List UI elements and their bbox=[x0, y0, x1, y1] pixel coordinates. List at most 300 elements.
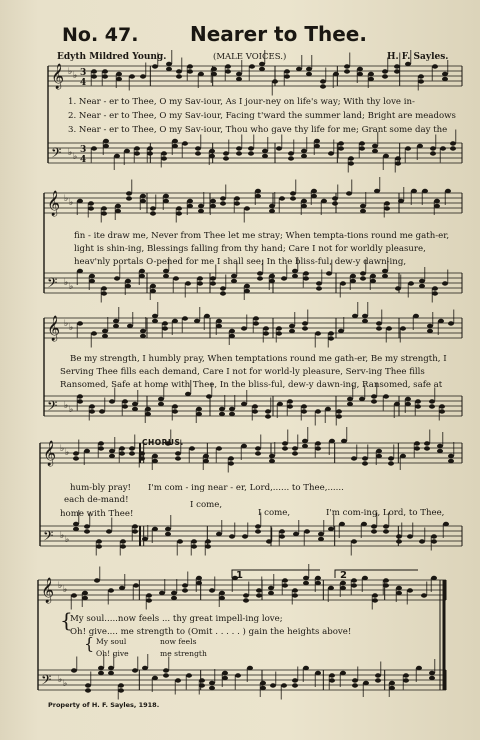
note-head bbox=[231, 279, 237, 283]
flat-sign: ♭ bbox=[73, 152, 78, 162]
note-head bbox=[311, 189, 317, 193]
note-head bbox=[287, 404, 293, 408]
note-head bbox=[269, 209, 275, 213]
note-head bbox=[209, 681, 215, 685]
note-head bbox=[162, 326, 168, 330]
note-head bbox=[370, 274, 376, 278]
note-head bbox=[372, 144, 378, 148]
note-head bbox=[257, 276, 263, 280]
note-head bbox=[277, 402, 283, 406]
flat-sign: ♭ bbox=[68, 148, 73, 158]
note-head bbox=[252, 404, 258, 408]
note-head bbox=[363, 681, 369, 685]
note-head bbox=[182, 588, 188, 592]
note-head bbox=[418, 79, 424, 83]
note-head bbox=[194, 319, 200, 323]
note-head bbox=[429, 404, 435, 408]
note-head bbox=[336, 409, 342, 413]
note-head bbox=[142, 537, 148, 541]
note-head bbox=[301, 149, 307, 153]
note-head bbox=[288, 151, 294, 155]
note-head bbox=[253, 316, 259, 320]
note-head bbox=[161, 156, 167, 160]
note-head bbox=[165, 527, 171, 531]
note-head bbox=[361, 522, 367, 526]
lyric-line: Be my strength, I humbly pray, When temptations round me gath-er, Be my strength, I bbox=[70, 354, 447, 364]
note-head bbox=[292, 446, 298, 450]
note-head bbox=[279, 529, 285, 533]
lyric-line: now feels bbox=[160, 637, 197, 646]
note-head bbox=[371, 394, 377, 398]
note-head bbox=[394, 69, 400, 73]
note-head bbox=[383, 578, 389, 582]
note-head bbox=[371, 524, 377, 528]
note-head bbox=[315, 331, 321, 335]
note-head bbox=[119, 586, 125, 590]
note-head bbox=[182, 141, 188, 145]
note-head bbox=[172, 144, 178, 148]
note-head bbox=[145, 412, 151, 416]
note-head bbox=[116, 72, 122, 76]
note-head bbox=[314, 144, 320, 148]
note-head bbox=[234, 196, 240, 200]
note-head bbox=[360, 271, 366, 275]
note-head bbox=[85, 688, 91, 692]
note-head bbox=[132, 524, 138, 528]
note-head bbox=[198, 209, 204, 213]
note-head bbox=[176, 206, 182, 210]
note-head bbox=[292, 593, 298, 597]
flat-sign: ♭ bbox=[64, 319, 69, 329]
note-head bbox=[448, 454, 454, 458]
note-head bbox=[229, 534, 235, 538]
note-head bbox=[268, 586, 274, 590]
note-head bbox=[347, 402, 353, 406]
note-head bbox=[150, 211, 156, 215]
note-head bbox=[290, 196, 296, 200]
note-head bbox=[210, 199, 216, 203]
note-head bbox=[203, 459, 209, 463]
volta-number: 2 bbox=[340, 570, 347, 581]
note-head bbox=[219, 407, 225, 411]
note-head bbox=[216, 446, 222, 450]
flat-sign: ♭ bbox=[65, 448, 70, 458]
note-head bbox=[71, 593, 77, 597]
note-head bbox=[116, 77, 122, 81]
note-head bbox=[325, 407, 331, 411]
note-head bbox=[405, 62, 411, 66]
note-head bbox=[216, 532, 222, 536]
note-head bbox=[114, 154, 120, 158]
note-head bbox=[414, 446, 420, 450]
note-head bbox=[152, 676, 158, 680]
note-head bbox=[328, 331, 334, 335]
note-head bbox=[256, 593, 262, 597]
note-head bbox=[139, 274, 145, 278]
lyric-line: heav'nly portals O-pened for me I shall see; In the bliss-ful, dew-y dawn-ing, bbox=[74, 257, 407, 267]
hymn-composer: H. F. Sayles. bbox=[387, 52, 449, 62]
note-head bbox=[125, 279, 131, 283]
note-head bbox=[427, 324, 433, 328]
note-head bbox=[203, 454, 209, 458]
note-head bbox=[259, 62, 265, 66]
chorus-label: CHORUS. bbox=[142, 438, 184, 447]
lyric-line: hum-bly pray! bbox=[70, 483, 131, 493]
note-head bbox=[162, 321, 168, 325]
note-head bbox=[262, 154, 268, 158]
time-signature-bottom: 4 bbox=[80, 155, 87, 165]
note-head bbox=[389, 686, 395, 690]
note-head bbox=[152, 314, 158, 318]
note-head bbox=[351, 583, 357, 587]
note-head bbox=[431, 576, 437, 580]
note-head bbox=[339, 522, 345, 526]
note-head bbox=[269, 204, 275, 208]
note-head bbox=[372, 598, 378, 602]
note-head bbox=[303, 271, 309, 275]
note-head bbox=[318, 532, 324, 536]
note-head bbox=[140, 74, 146, 78]
note-head bbox=[419, 279, 425, 283]
note-head bbox=[140, 199, 146, 203]
note-head bbox=[220, 201, 226, 205]
note-head bbox=[82, 591, 88, 595]
note-head bbox=[383, 524, 389, 528]
note-head bbox=[172, 139, 178, 143]
note-head bbox=[102, 74, 108, 78]
note-head bbox=[383, 154, 389, 158]
note-head bbox=[419, 539, 425, 543]
note-head bbox=[89, 404, 95, 408]
note-head bbox=[166, 62, 172, 66]
copyright-footer: Property of H. F. Sayles, 1918. bbox=[48, 701, 160, 709]
note-head bbox=[415, 404, 421, 408]
note-head bbox=[124, 149, 130, 153]
note-head bbox=[359, 141, 365, 145]
bass-clef: 𝄢 bbox=[41, 672, 52, 691]
note-head bbox=[434, 204, 440, 208]
note-head bbox=[411, 189, 417, 193]
note-head bbox=[152, 64, 158, 68]
note-head bbox=[338, 146, 344, 150]
note-head bbox=[306, 72, 312, 76]
note-head bbox=[332, 196, 338, 200]
note-head bbox=[248, 151, 254, 155]
note-head bbox=[98, 441, 104, 445]
note-head bbox=[142, 666, 148, 670]
note-head bbox=[243, 598, 249, 602]
note-head bbox=[352, 314, 358, 318]
note-head bbox=[279, 196, 285, 200]
note-head bbox=[382, 274, 388, 278]
note-head bbox=[257, 271, 263, 275]
flat-sign: ♭ bbox=[64, 401, 69, 411]
note-head bbox=[133, 583, 139, 587]
note-head bbox=[368, 72, 374, 76]
note-head bbox=[315, 446, 321, 450]
flat-sign: ♭ bbox=[65, 535, 70, 545]
note-head bbox=[437, 449, 443, 453]
note-head bbox=[219, 591, 225, 595]
note-head bbox=[139, 269, 145, 273]
note-head bbox=[146, 593, 152, 597]
flat-sign: ♭ bbox=[64, 194, 69, 204]
note-head bbox=[191, 539, 197, 543]
note-head bbox=[362, 456, 368, 460]
note-head bbox=[389, 681, 395, 685]
note-head bbox=[132, 668, 138, 672]
note-head bbox=[96, 544, 102, 548]
note-head bbox=[359, 146, 365, 150]
note-head bbox=[118, 688, 124, 692]
note-head bbox=[220, 291, 226, 295]
note-head bbox=[408, 281, 414, 285]
note-head bbox=[265, 414, 271, 418]
note-head bbox=[175, 456, 181, 460]
note-head bbox=[176, 74, 182, 78]
note-head bbox=[376, 321, 382, 325]
note-head bbox=[292, 274, 298, 278]
note-head bbox=[422, 189, 428, 193]
note-head bbox=[301, 199, 307, 203]
flat-sign: ♭ bbox=[58, 675, 63, 685]
note-head bbox=[268, 591, 274, 595]
note-head bbox=[231, 274, 237, 278]
note-head bbox=[357, 72, 363, 76]
lyric-line: 2. Near - er to Thee, O my Sav-iour, Facing t'ward the summer land; Bright are meadows bbox=[68, 111, 456, 121]
note-head bbox=[333, 72, 339, 76]
note-head bbox=[255, 189, 261, 193]
note-head bbox=[88, 201, 94, 205]
note-head bbox=[219, 412, 225, 416]
note-head bbox=[185, 281, 191, 285]
note-head bbox=[407, 588, 413, 592]
note-head bbox=[109, 399, 115, 403]
note-head bbox=[122, 399, 128, 403]
note-head bbox=[98, 671, 104, 675]
note-head bbox=[175, 451, 181, 455]
note-head bbox=[211, 67, 217, 71]
note-head bbox=[163, 199, 169, 203]
note-head bbox=[150, 289, 156, 293]
note-head bbox=[182, 316, 188, 320]
note-head bbox=[432, 64, 438, 68]
note-head bbox=[368, 77, 374, 81]
note-head bbox=[99, 409, 105, 413]
note-head bbox=[102, 69, 108, 73]
note-head bbox=[129, 74, 135, 78]
note-head bbox=[115, 204, 121, 208]
note-head bbox=[301, 404, 307, 408]
note-head bbox=[223, 156, 229, 160]
bass-clef: 𝄢 bbox=[47, 275, 58, 294]
note-head bbox=[125, 284, 131, 288]
note-head bbox=[173, 276, 179, 280]
hymn-voicing: (MALE VOICES.) bbox=[213, 52, 287, 62]
note-head bbox=[102, 329, 108, 333]
note-head bbox=[301, 409, 307, 413]
note-head bbox=[225, 69, 231, 73]
note-head bbox=[347, 397, 353, 401]
note-head bbox=[415, 399, 421, 403]
time-signature-top: 3 bbox=[80, 145, 87, 155]
note-head bbox=[405, 397, 411, 401]
flat-sign: ♭ bbox=[68, 67, 73, 77]
note-head bbox=[195, 146, 201, 150]
note-head bbox=[249, 64, 255, 68]
hymn-title: Nearer to Thee. bbox=[190, 22, 367, 46]
note-head bbox=[241, 444, 247, 448]
note-head bbox=[91, 69, 97, 73]
note-head bbox=[376, 449, 382, 453]
note-head bbox=[421, 593, 427, 597]
note-head bbox=[109, 449, 115, 453]
note-head bbox=[220, 196, 226, 200]
note-head bbox=[445, 189, 451, 193]
note-head bbox=[442, 77, 448, 81]
note-head bbox=[172, 404, 178, 408]
note-head bbox=[89, 409, 95, 413]
note-head bbox=[292, 588, 298, 592]
note-head bbox=[102, 334, 108, 338]
note-head bbox=[269, 454, 275, 458]
note-head bbox=[209, 686, 215, 690]
note-head bbox=[351, 578, 357, 582]
bass-clef: 𝄢 bbox=[51, 145, 62, 164]
lyric-line: fin - ite draw me, Never from Thee let me stray; When tempta-tions round me gath-er, bbox=[74, 231, 450, 241]
note-head bbox=[427, 329, 433, 333]
note-head bbox=[77, 399, 83, 403]
note-head bbox=[303, 576, 309, 580]
note-head bbox=[439, 404, 445, 408]
lyric-line: Ransomed, Safe at home with Thee, In the bliss-ful, dew-y dawn-ing, Ransomed, safe at bbox=[60, 380, 443, 390]
note-head bbox=[388, 461, 394, 465]
note-head bbox=[210, 204, 216, 208]
note-head bbox=[77, 199, 83, 203]
note-head bbox=[91, 146, 97, 150]
note-head bbox=[292, 683, 298, 687]
bass-clef: 𝄢 bbox=[47, 398, 58, 417]
note-head bbox=[163, 274, 169, 278]
note-head bbox=[187, 199, 193, 203]
note-head bbox=[279, 534, 285, 538]
lyric-line: 3. Near - er to Thee, O my Sav-iour, Thou who gave thy life for me; Grant some day the bbox=[68, 125, 448, 135]
note-head bbox=[255, 194, 261, 198]
note-head bbox=[434, 199, 440, 203]
note-head bbox=[282, 441, 288, 445]
note-head bbox=[383, 583, 389, 587]
note-head bbox=[150, 206, 156, 210]
note-head bbox=[329, 439, 335, 443]
note-head bbox=[384, 206, 390, 210]
note-head bbox=[219, 596, 225, 600]
note-head bbox=[204, 314, 210, 318]
note-head bbox=[306, 67, 312, 71]
lyric-brace: { bbox=[60, 608, 73, 632]
note-head bbox=[118, 683, 124, 687]
note-head bbox=[328, 336, 334, 340]
note-head bbox=[163, 269, 169, 273]
note-head bbox=[336, 414, 342, 418]
note-head bbox=[189, 446, 195, 450]
volta-number: 1 bbox=[236, 570, 243, 581]
note-head bbox=[216, 319, 222, 323]
note-head bbox=[223, 151, 229, 155]
note-head bbox=[302, 439, 308, 443]
note-head bbox=[210, 276, 216, 280]
note-head bbox=[229, 412, 235, 416]
note-head bbox=[360, 276, 366, 280]
note-head bbox=[338, 141, 344, 145]
note-head bbox=[77, 269, 83, 273]
note-head bbox=[152, 319, 158, 323]
note-head bbox=[262, 149, 268, 153]
note-head bbox=[165, 532, 171, 536]
note-head bbox=[439, 409, 445, 413]
note-head bbox=[315, 409, 321, 413]
note-head bbox=[432, 291, 438, 295]
note-head bbox=[225, 64, 231, 68]
note-head bbox=[359, 397, 365, 401]
note-head bbox=[132, 407, 138, 411]
note-head bbox=[84, 529, 90, 533]
note-head bbox=[384, 201, 390, 205]
note-head bbox=[77, 394, 83, 398]
note-head bbox=[289, 329, 295, 333]
note-head bbox=[371, 399, 377, 403]
note-head bbox=[73, 456, 79, 460]
lyric-line: My soul.....now feels ... thy great impell-ing love; bbox=[70, 614, 283, 624]
note-head bbox=[163, 194, 169, 198]
note-head bbox=[360, 204, 366, 208]
flat-sign: ♭ bbox=[73, 71, 78, 81]
note-head bbox=[101, 206, 107, 210]
note-head bbox=[229, 407, 235, 411]
note-head bbox=[197, 276, 203, 280]
note-head bbox=[352, 678, 358, 682]
note-head bbox=[288, 156, 294, 160]
lyric-line: Oh! give bbox=[96, 649, 129, 658]
lyric-line: I come, bbox=[258, 508, 291, 518]
note-head bbox=[196, 407, 202, 411]
note-head bbox=[145, 407, 151, 411]
note-head bbox=[375, 678, 381, 682]
note-head bbox=[293, 532, 299, 536]
note-head bbox=[106, 529, 112, 533]
treble-clef: 𝄞 bbox=[43, 441, 57, 466]
note-head bbox=[176, 211, 182, 215]
note-head bbox=[185, 392, 191, 396]
note-head bbox=[396, 591, 402, 595]
note-head bbox=[236, 151, 242, 155]
note-head bbox=[187, 204, 193, 208]
note-head bbox=[282, 583, 288, 587]
note-head bbox=[109, 454, 115, 458]
note-head bbox=[344, 69, 350, 73]
note-head bbox=[235, 673, 241, 677]
note-head bbox=[360, 209, 366, 213]
flat-sign: ♭ bbox=[69, 282, 74, 292]
note-head bbox=[229, 334, 235, 338]
note-head bbox=[182, 583, 188, 587]
note-head bbox=[243, 593, 249, 597]
note-head bbox=[85, 683, 91, 687]
note-head bbox=[176, 69, 182, 73]
note-head bbox=[284, 74, 290, 78]
note-head bbox=[263, 331, 269, 335]
note-head bbox=[276, 331, 282, 335]
note-head bbox=[340, 671, 346, 675]
